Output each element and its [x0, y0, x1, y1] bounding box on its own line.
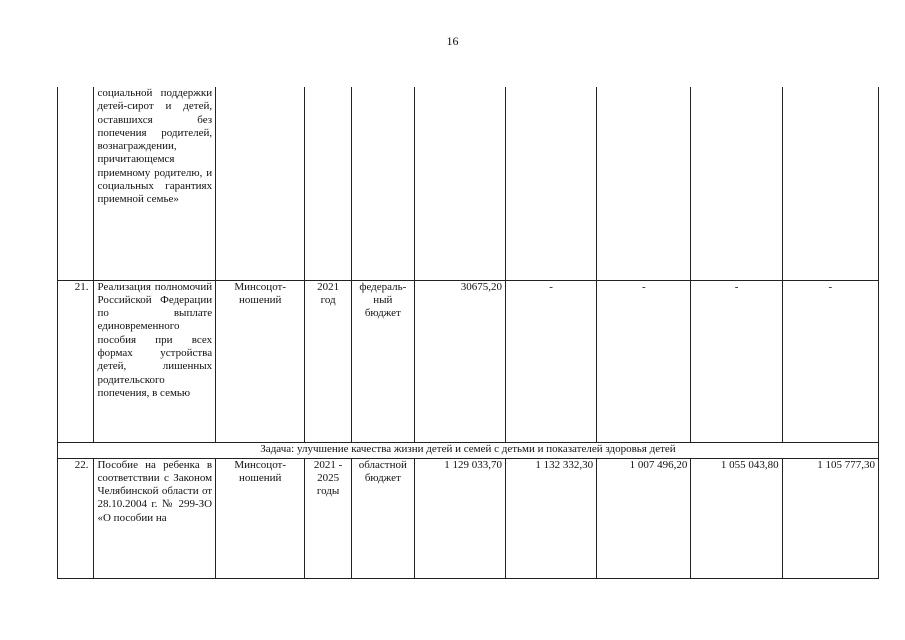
page-number: 16	[446, 34, 459, 48]
cell-value	[414, 87, 505, 280]
cell-value: 1 105 777,30	[782, 458, 878, 578]
cell-description: Реализация полномочий Российской Федерации по выплате единовременного пособия при всех формах устройства детей, лишенных родительского попечения, в семью	[94, 280, 216, 442]
cell-value	[597, 87, 691, 280]
cell-value: 1 129 033,70	[414, 458, 505, 578]
cell-source: областной бюджет	[351, 458, 414, 578]
cell-period: 2021 - 2025 годы	[305, 458, 352, 578]
cell-value: -	[691, 280, 782, 442]
cell-executor: Минсоцот-ношений	[216, 458, 305, 578]
cell-value	[505, 87, 596, 280]
cell-value: 1 132 332,30	[505, 458, 596, 578]
cell-description: социальной поддержки детей-сирот и детей, оставшихся без попечения родителей, вознаграждении, причитающемся приемному родителю, и социальных гарантиях приемной семье»	[94, 87, 216, 280]
cell-description: Пособие на ребенка в соответствии с Законом Челябинской области от 28.10.2004 г. № 299-ЗО «О пособии на	[94, 458, 216, 578]
task-heading-row	[58, 442, 879, 458]
cell-value: 1 055 043,80	[691, 458, 782, 578]
cell-value	[691, 87, 782, 280]
table-row-21	[58, 280, 879, 442]
cell-number	[58, 87, 94, 280]
cell-executor: Минсоцот-ношений	[216, 280, 305, 442]
cell-source: федераль-ный бюджет	[351, 280, 414, 442]
cell-value: 1 007 496,20	[597, 458, 691, 578]
task-heading: Задача: улучшение качества жизни детей и семей с детьми и показателей здоровья детей	[58, 442, 879, 458]
cell-number: 21.	[58, 280, 94, 442]
program-table	[57, 87, 879, 579]
cell-value: 30675,20	[414, 280, 505, 442]
cell-source	[351, 87, 414, 280]
cell-value: -	[597, 280, 691, 442]
cell-value: -	[782, 280, 878, 442]
table-row-22	[58, 458, 879, 578]
cell-period	[305, 87, 352, 280]
cell-value	[782, 87, 878, 280]
table-row-continued	[58, 87, 879, 280]
cell-number: 22.	[58, 458, 94, 578]
cell-executor	[216, 87, 305, 280]
cell-value: -	[505, 280, 596, 442]
cell-period: 2021 год	[305, 280, 352, 442]
